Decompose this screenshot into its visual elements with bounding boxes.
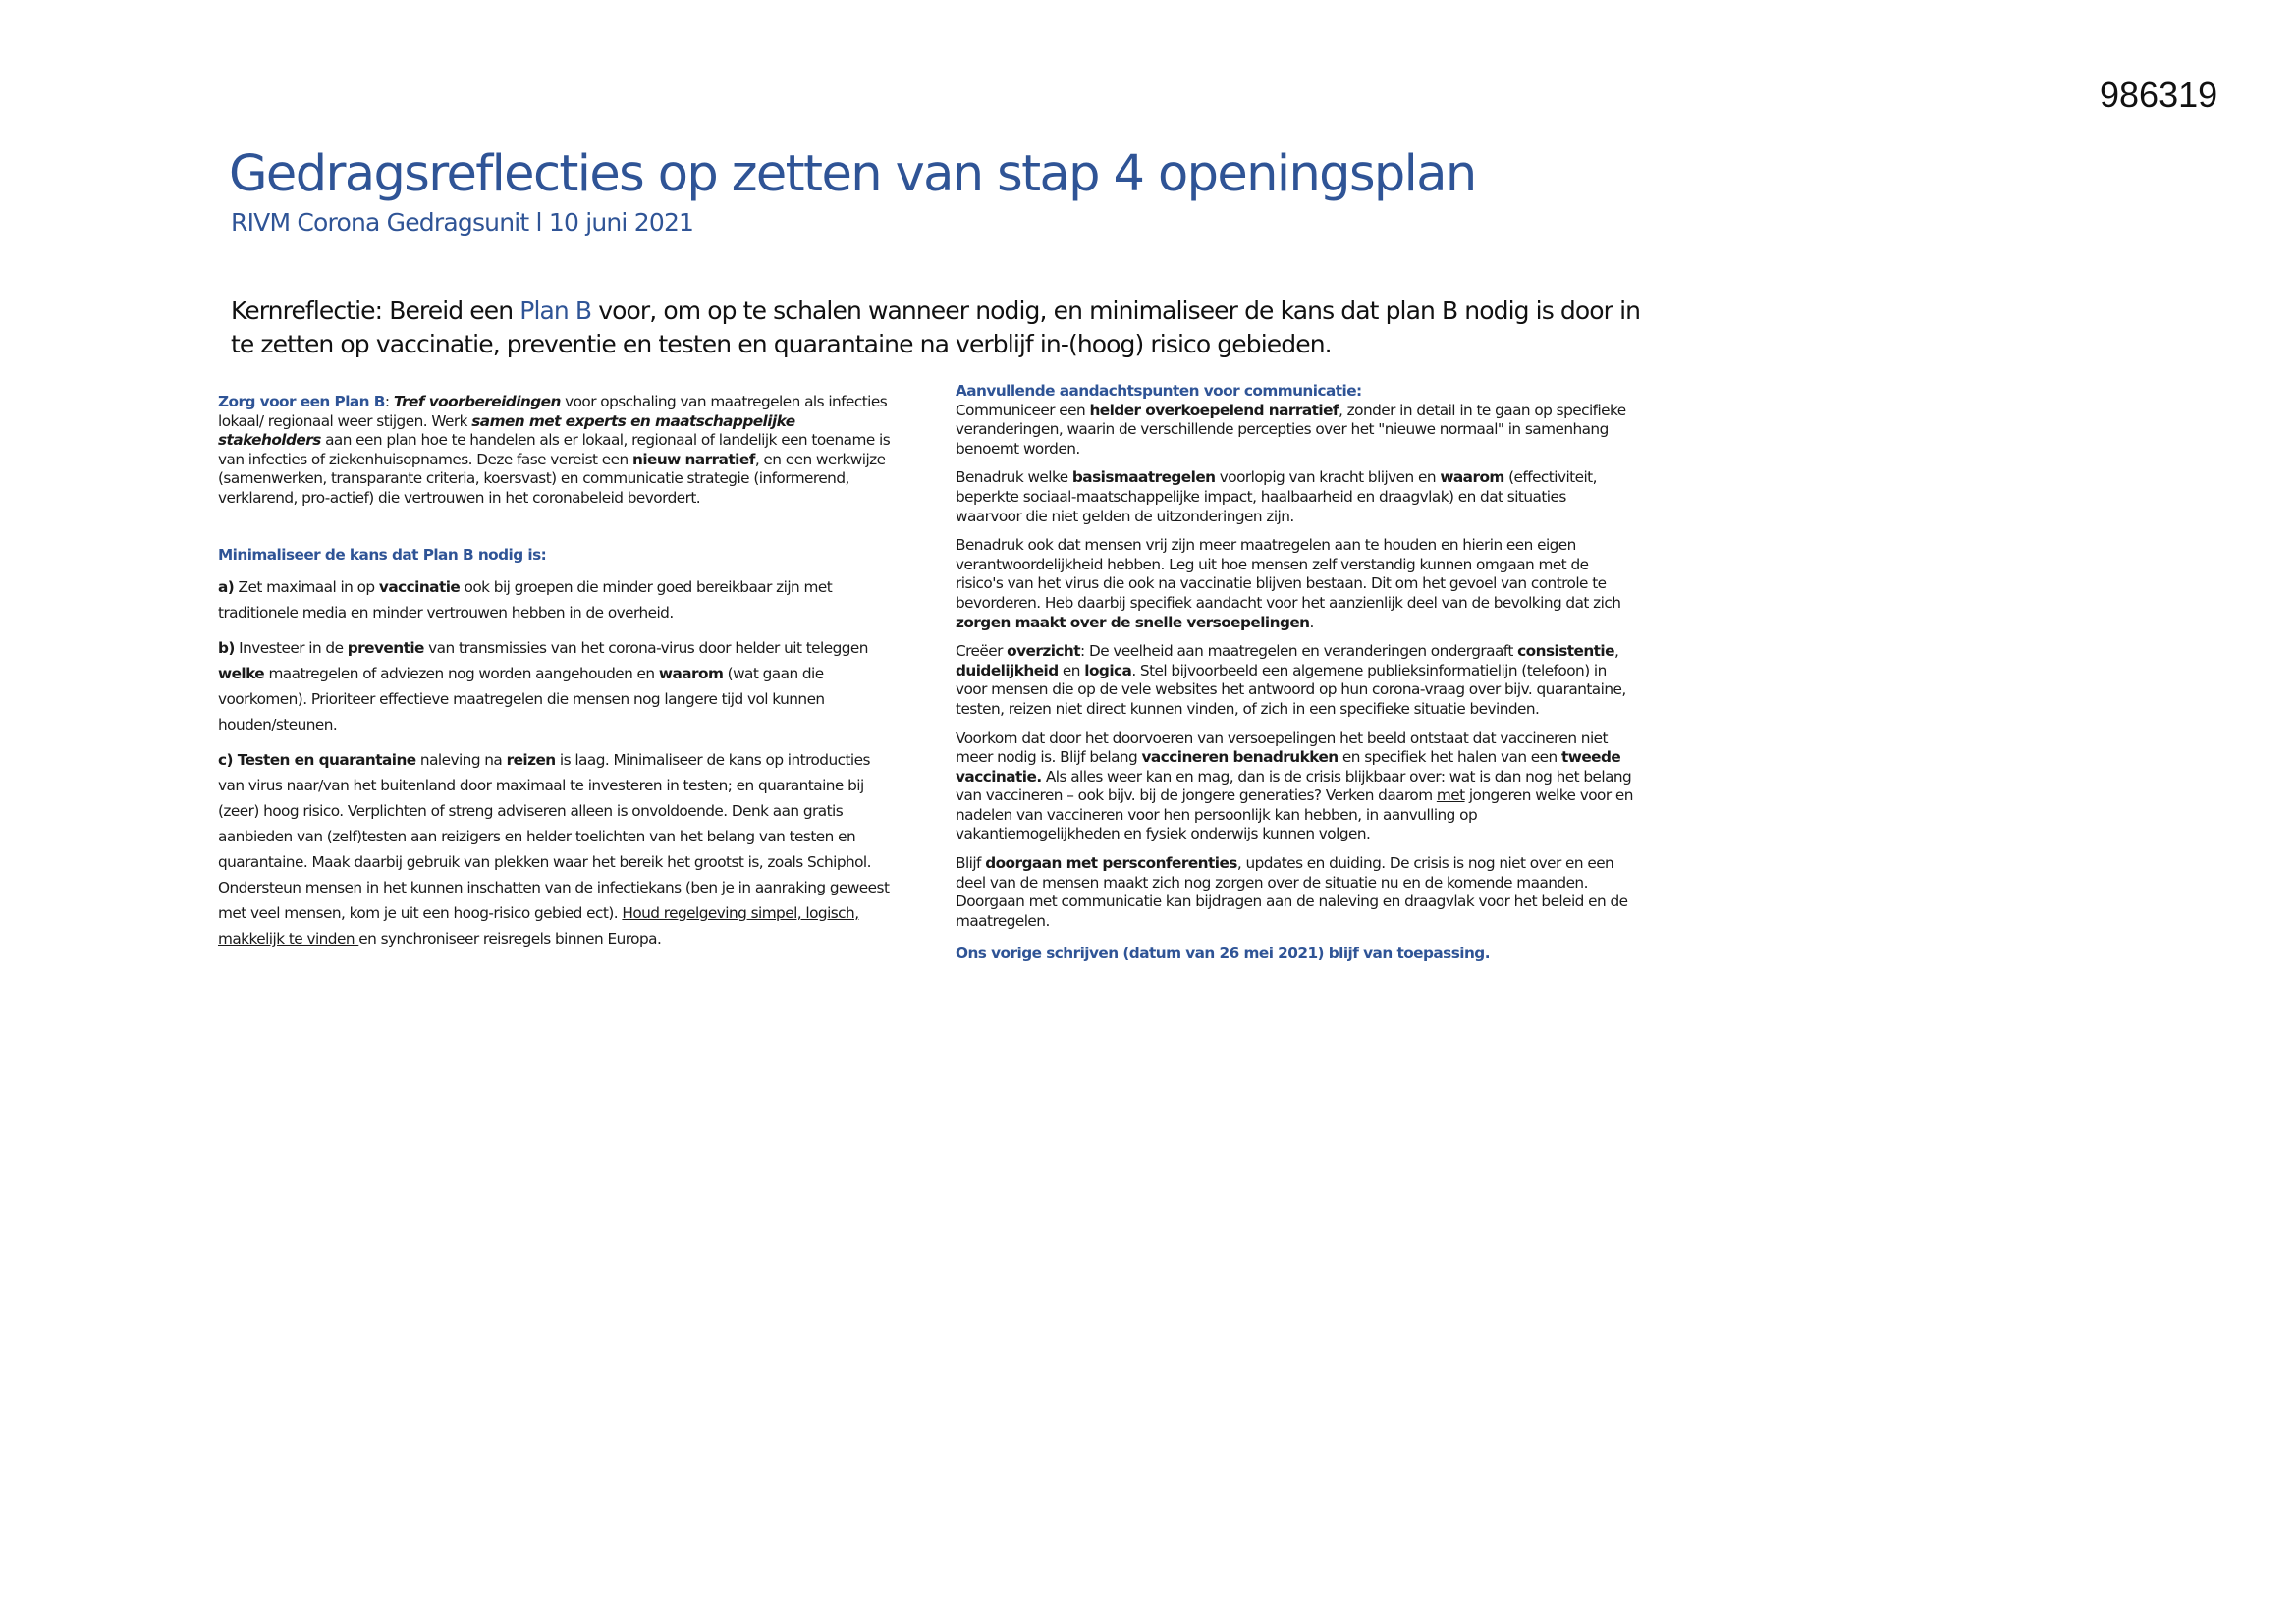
emphasis: zorgen maakt over de snelle versoepelingen [956, 613, 1310, 631]
text: Voorkom dat door het doorvoeren van versoepelingen het beeld ontstaat dat vaccineren niet meer nodig is. Blijf belang [956, 729, 1608, 767]
item-c [218, 747, 896, 951]
text: voor, om op te schalen wanneer nodig, [591, 297, 1054, 325]
text: Creëer [956, 642, 1008, 661]
emphasis: nieuw narratief [631, 450, 755, 468]
text: naleving na [415, 751, 507, 769]
text: voorlopig van kracht blijven en [1215, 468, 1441, 487]
text: maatregelen of adviezen nog worden aangehouden en [264, 665, 659, 682]
text: Blijf [956, 854, 986, 873]
right-column [956, 382, 1633, 964]
emphasis: reizen [506, 751, 556, 769]
text: minimaliseer de kans dat plan B nodig is door in te zetten op [231, 297, 1641, 358]
document-id: 986319 [2100, 75, 2218, 115]
emphasis: vaccineren benadrukken [1141, 748, 1339, 767]
text: voor opschaling van maatregelen als infecties lokaal/ regionaal weer stijgen. Werk [218, 393, 888, 430]
item-b [218, 635, 896, 737]
emphasis: vaccinatie [378, 578, 461, 596]
closing-note: Ons vorige schrijven (datum van 26 mei 2021) blijf van toepassing. [956, 945, 1490, 963]
text: . Stel bijvoorbeeld een algemene publieksinformatielijn (telefoon) in voor mensen die op de vele websites het antwoord op hun corona-vraag over bijv. quarantaine, testen, reizen niet direct kunnen vinden, of zich in een specifieke situatie bevinden. [956, 661, 1626, 718]
plan-b-highlight: Plan B [519, 297, 592, 325]
text: Zet maximaal in op [234, 578, 379, 596]
text: na [912, 330, 957, 358]
page-title: Gedragsreflecties op zetten van stap 4 openingsplan [229, 145, 1476, 203]
emphasis: logica [1084, 661, 1132, 679]
paragraph-press-conferences [956, 854, 1633, 931]
text: . [1309, 613, 1314, 631]
text: , updates en duiding. De crisis is nog niet over en een deel van de mensen maakt zich nog zorgen over de situatie nu en de komende maanden. Doorgaan met communicatie kan bijdragen aan de naleving en draagvlak voor het beleid en de maatregelen. [956, 854, 1628, 930]
paragraph-basic-measures [956, 468, 1633, 526]
emphasis: testen en quarantaine [658, 330, 913, 358]
text: (effectiviteit, beperkte sociaal-maatschappelijke impact, haalbaarheid en draagvlak) en dat situaties waarvoor die niet gelden de uitzonderingen zijn. [956, 468, 1597, 525]
item-label: a) [218, 578, 235, 596]
text: is laag. Minimaliseer de kans op introducties van virus naar/van het buitenland door maximaal te investeren in testen; en quarantaine bij (zeer) hoog risico. Verplichten of streng adviseren alleen is onvoldoende. Denk aan gratis aanbieden van (zelf)testen aan reizigers en helder toelichten van het belang van testen en quarantaine. Maak daarbij gebruik van plekken waar het bereik het grootst is, zoals Schiphol. Ondersteun mensen in het kunnen inschatten van de infectiekans (ben je in aanraking geweest met veel mensen, kom je uit een hoog-risico gebied ect). [218, 751, 890, 922]
text: , [1613, 642, 1619, 661]
text: ook bij groepen die minder goed bereikbaar zijn met traditionele media en minder vertrouwen hebben in de overheid. [218, 578, 833, 622]
emphasis: verblijf in-(hoog) risico gebieden [956, 330, 1325, 358]
emphasis: samen met experts en maatschappelijke stakeholders [218, 411, 795, 449]
text: Investeer in de [234, 639, 348, 657]
plan-b-heading: Zorg voor een Plan B [218, 393, 385, 410]
text: , [492, 330, 507, 358]
text: Benadruk ook dat mensen vrij zijn meer maatregelen aan te houden en hierin een eigen verantwoordelijkheid hebben. Leg uit hoe mensen zelf verstandig kunnen omgaan met de risico's van het virus die ook na vaccinatie blijven bestaan. Dit om het gevoel van controle te bevorderen. Heb daarbij specifiek aandacht voor het aanzienlijk deel van de bevolking dat zich [956, 536, 1621, 612]
text: van transmissies van het corona-virus door helder uit teleggen [423, 639, 868, 657]
text: jongeren welke voor en nadelen van vaccineren voor hen persoonlijk kan hebben, in aanvulling op vakantiemogelijkheden en fysiek onderwijs kunnen volgen. [956, 786, 1633, 843]
emphasis: preventie [506, 330, 616, 358]
text: Als alles weer kan en mag, dan is de crisis blijkbaar over: wat is dan nog het belang van vaccineren – ook bijv. bij de jongere generaties? Verken daarom [956, 767, 1632, 805]
emphasis: preventie [347, 639, 424, 657]
text: en [615, 330, 659, 358]
communication-heading: Aanvullende aandachtspunten voor communicatie: [956, 382, 1362, 400]
text: Bereid een [382, 297, 520, 325]
text: . [1324, 330, 1332, 358]
emphasis: helder overkoepelend narratief [1089, 401, 1339, 419]
text: Benadruk welke [956, 468, 1072, 487]
paragraph-responsibility [956, 536, 1633, 632]
text: en specifiek het halen van een [1338, 748, 1561, 767]
emphasis: overzicht [1007, 642, 1081, 661]
underlined-text: Houd regelgeving simpel, logisch, makkelijk te vinden [218, 904, 859, 947]
paragraph-narrative [956, 402, 1633, 460]
text: aan een plan hoe te handelen als er lokaal, regionaal of landelijk een toename is van infecties of ziekenhuisopnames. Deze fase vereist een [218, 431, 891, 468]
emphasis: waarom [658, 665, 724, 682]
emphasis: welke [218, 665, 265, 682]
emphasis: Tref voorbereidingen [393, 393, 561, 410]
emphasis: consistentie [1517, 642, 1614, 661]
minimize-heading: Minimaliseer de kans dat Plan B nodig is: [218, 546, 547, 564]
underlined-text: met [1436, 786, 1465, 805]
text: (wat gaan die voorkomen). Prioriteer effectieve maatregelen die mensen nog langere tijd vol kunnen houden/steunen. [218, 665, 825, 733]
paragraph-overview [956, 642, 1633, 719]
left-column [218, 393, 896, 951]
key-reflection-label: Kernreflectie: [231, 297, 383, 325]
emphasis: en [1053, 297, 1083, 325]
item-label: b) [218, 639, 235, 657]
text: Communiceer een [956, 401, 1090, 419]
text: : De veelheid aan maatregelen en veranderingen ondergraaft [1080, 642, 1518, 661]
text: en [1058, 661, 1085, 679]
emphasis: duidelijkheid [956, 661, 1059, 679]
text: : [384, 393, 394, 410]
text: en synchroniseer reisregels binnen Europa. [358, 930, 662, 947]
emphasis: doorgaan met persconferenties [985, 854, 1237, 873]
emphasis: tweede vaccinatie. [956, 748, 1621, 785]
emphasis: basismaatregelen [1071, 468, 1216, 487]
plan-b-paragraph [218, 393, 896, 508]
text: , en een werkwijze (samenwerken, transparante criteria, koersvast) en communicatie strategie (informerend, verklarend, pro-actief) die vertrouwen in het coronabeleid bevordert. [218, 450, 886, 507]
key-reflection [231, 295, 1645, 361]
paragraph-vaccination [956, 730, 1633, 845]
emphasis: waarom [1440, 468, 1504, 487]
text: , zonder in detail in te gaan op specifieke veranderingen, waarin de verschillende percepties over het "nieuwe normaal" in samenhang benoemt worden. [956, 401, 1626, 458]
item-a [218, 574, 896, 625]
item-label: c) Testen en quarantaine [218, 751, 416, 769]
page-subtitle: RIVM Corona Gedragsunit l 10 juni 2021 [231, 208, 694, 237]
emphasis: vaccinatie [375, 330, 493, 358]
